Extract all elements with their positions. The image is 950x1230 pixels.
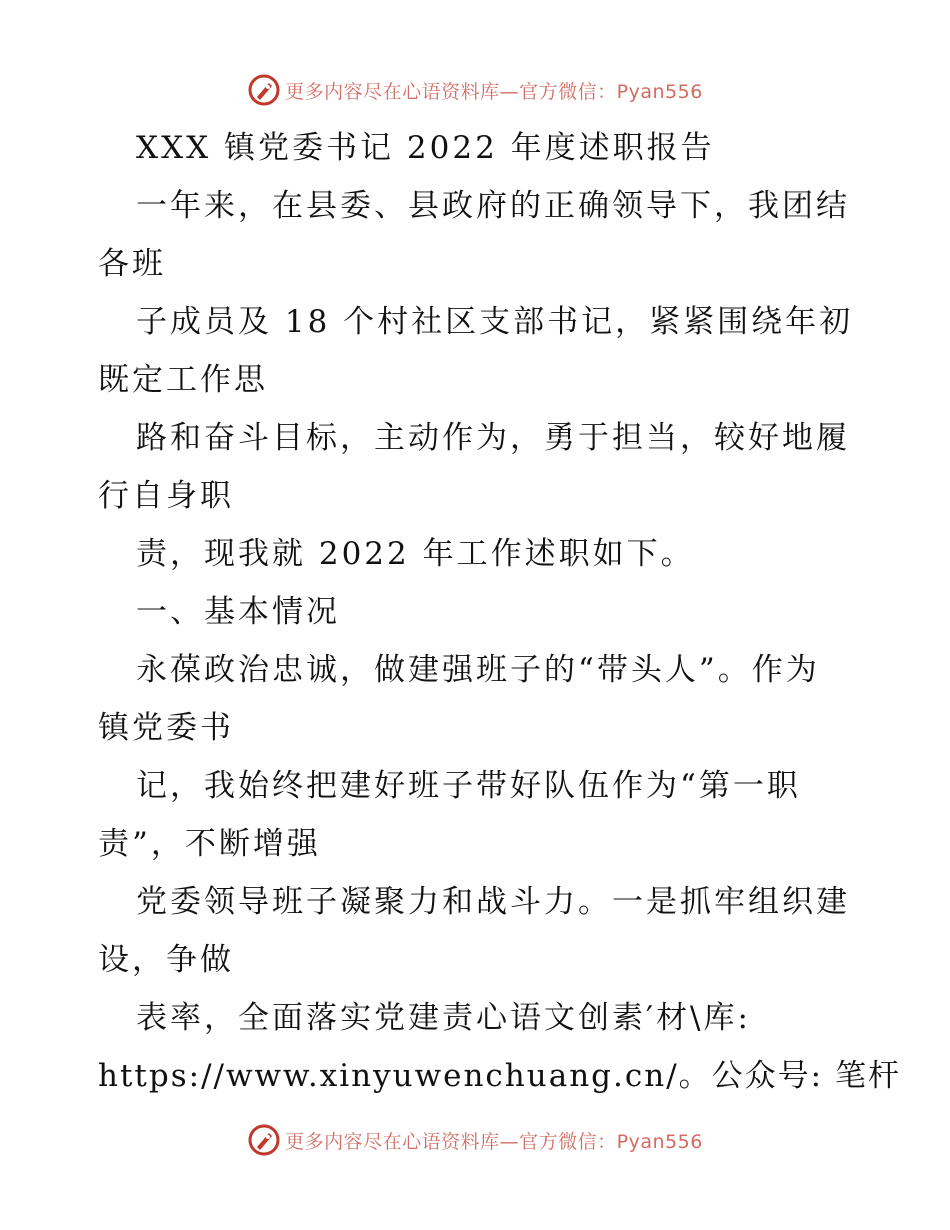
watermark-text: 更多内容尽在心语资料库—官方微信：Pyan556: [285, 1130, 703, 1153]
pen-nib-logo-icon: [247, 1123, 281, 1157]
paragraph-line: 子成员及 18 个村社区支部书记，紧紧围绕年初: [136, 304, 854, 340]
paragraph-line: 责”，不断增强: [98, 826, 321, 862]
paragraph-line-url: https://www.xinyuwenchuang.cn/。公众号: 笔杆: [98, 1058, 901, 1094]
paragraph-line: 责，现我就 2022 年工作述职如下。: [136, 536, 695, 572]
paragraph-line: 镇党委书: [98, 710, 234, 746]
paragraph-line: 设，争做: [98, 942, 234, 978]
footer-watermark: [0, 1120, 950, 1160]
paragraph-line: 永葆政治忠诚，做建强班子的“带头人”。作为: [136, 652, 820, 688]
pen-nib-logo-icon: [247, 73, 281, 107]
paragraph-line: 行自身职: [98, 478, 234, 514]
header-watermark: [0, 70, 950, 110]
watermark-text: 更多内容尽在心语资料库—官方微信：Pyan556: [285, 80, 703, 103]
paragraph-line: 路和奋斗目标，主动作为，勇于担当，较好地履: [136, 420, 850, 456]
document-title: XXX 镇党委书记 2022 年度述职报告: [136, 130, 715, 166]
paragraph-line: 既定工作思: [98, 362, 268, 398]
paragraph-line: 表率，全面落实党建责心语文创素′材\库:: [136, 1000, 751, 1036]
paragraph-line: 党委领导班子凝聚力和战斗力。一是抓牢组织建: [136, 884, 850, 920]
paragraph-line: 记，我始终把建好班子带好队伍作为“第一职: [136, 768, 801, 804]
section-heading: 一、基本情况: [136, 594, 340, 630]
paragraph-line: 一年来，在县委、县政府的正确领导下，我团结: [136, 188, 850, 224]
paragraph-line: 各班: [98, 246, 166, 282]
